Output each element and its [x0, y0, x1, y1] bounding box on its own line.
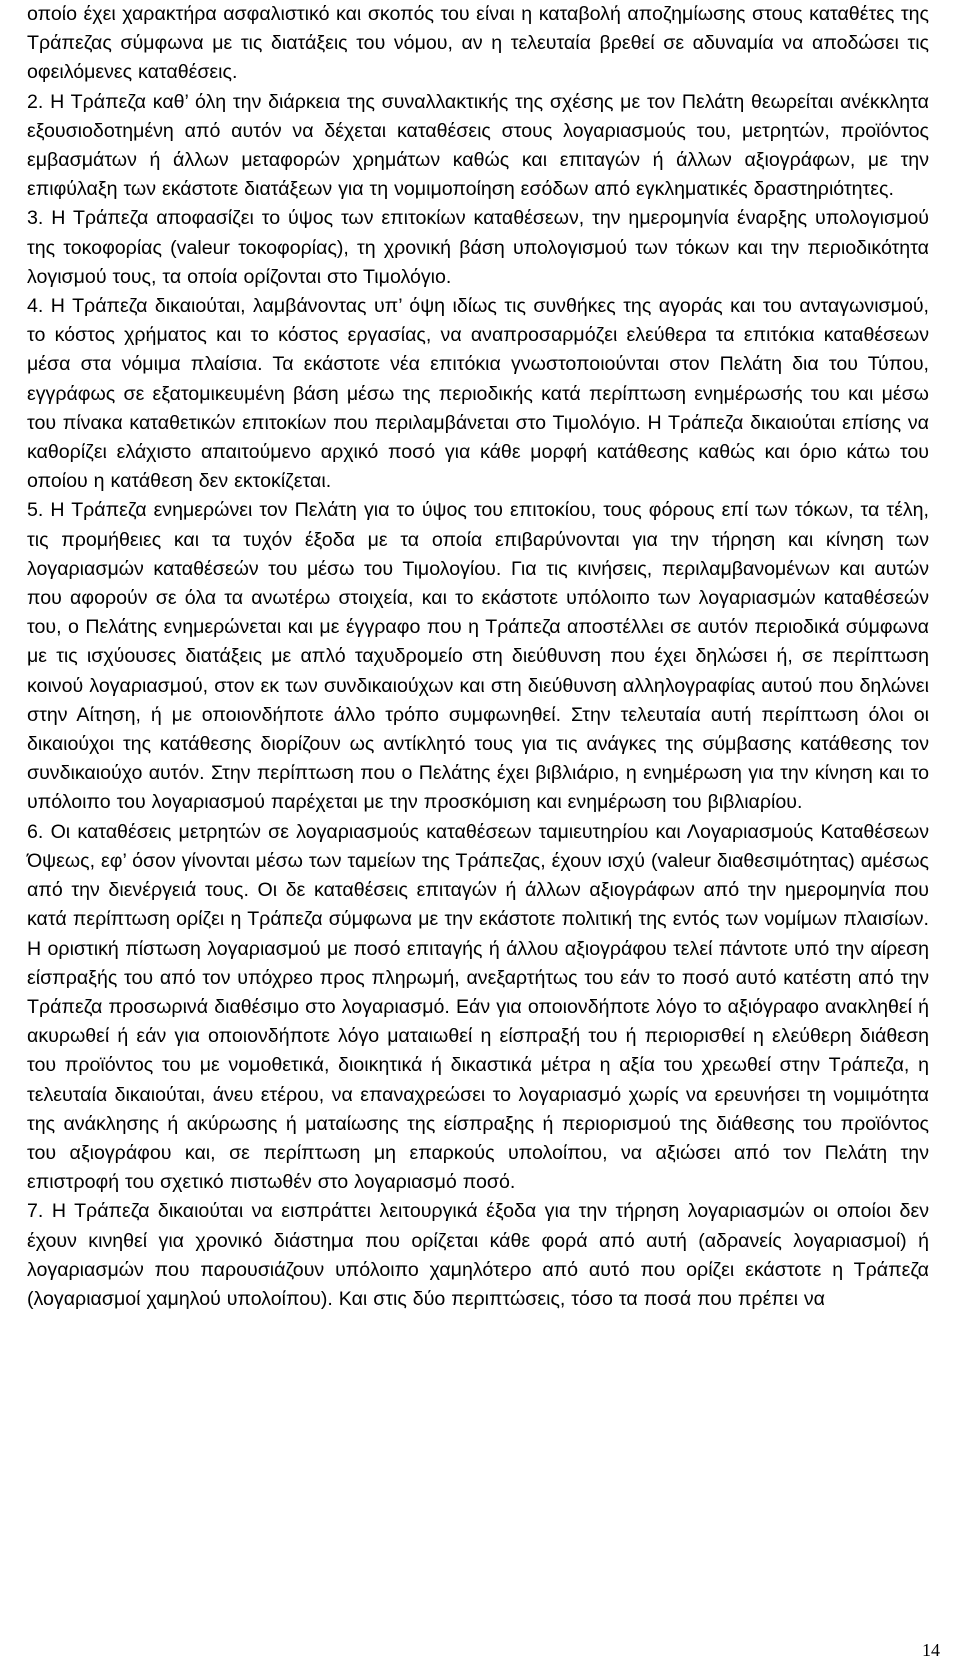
paragraph-3: 3. Η Τράπεζα αποφασίζει το ύψος των επιτοκίων καταθέσεων, την ημερομηνία έναρξης υπολογισμού της τοκοφορίας (valeur τοκοφορίας), τη χρονική βάση υπολογισμού των τόκων και την περιοδικότητα λογισμού τους, τα οποία ορίζονται στο Τιμολόγιο. — [27, 207, 929, 288]
document-body — [27, 0, 929, 1314]
paragraph-4: 4. Η Τράπεζα δικαιούται, λαμβάνοντας υπ’ όψη ιδίως τις συνθήκες της αγοράς και του ανταγωνισμού, το κόστος χρήματος και το κόστος εργασίας, να αναπροσαρμόζει ελεύθερα τα επιτόκια καταθέσεων μέσα στα νόμιμα πλαίσια. Τα εκάστοτε νέα επιτόκια γνωστοποιούνται στον Πελάτη δια του Τύπου, εγγράφως σε εξατομικευμένη βάση μέσω της περιοδικής κατά περίπτωση ενημέρωσής του και μέσω του πίνακα καταθετικών επιτοκίων που περιλαμβάνεται στο Τιμολόγιο. Η Τράπεζα δικαιούται επίσης να καθορίζει ελάχιστο απαιτούμενο αρχικό ποσό για κάθε μορφή κατάθεσης καθώς και όριο κάτω του οποίου η κατάθεση δεν εκτοκίζεται. — [27, 295, 929, 493]
paragraph-continuation: οποίο έχει χαρακτήρα ασφαλιστικό και σκοπός του είναι η καταβολή αποζημίωσης στους καταθέτες της Τράπεζας σύμφωνα με τις διατάξεις του νόμου, αν η τελευταία βρεθεί σε αδυναμία να αποδώσει τις οφειλόμενες καταθέσεις. — [27, 3, 929, 84]
paragraph-5: 5. Η Τράπεζα ενημερώνει τον Πελάτη για το ύψος του επιτοκίου, τους φόρους επί των τόκων, τα τέλη, τις προμήθειες και τα τυχόν έξοδα με τα οποία επιβαρύνονται για την τήρηση και κίνηση των λογαριασμών καταθέσεών του μέσω του Τιμολογίου. Για τις κινήσεις, περιλαμβανομένων και αυτών που αφορούν σε όλα τα ανωτέρω στοιχεία, και το εκάστοτε υπόλοιπο των λογαριασμών καταθέσεών του, ο Πελάτης ενημερώνεται και με έγγραφο που η Τράπεζα αποστέλλει σε αυτόν περιοδικά σύμφωνα με τις ισχύουσες διατάξεις με απλό ταχυδρομείο στη διεύθυνση που έχει δηλώσει ή, σε περίπτωση κοινού λογαριασμού, στον εκ των συνδικαιούχων και στη διεύθυνση αλληλογραφίας αυτού που δηλώνει στην Αίτηση, ή με οποιονδήποτε άλλο τρόπο συμφωνηθεί. Στην τελευταία αυτή περίπτωση όλοι οι δικαιούχοι της κατάθεσης διορίζουν ως αντίκλητό τους για τις ανάγκες της σύμβασης κατάθεσης τον συνδικαιούχο αυτόν. Στην περίπτωση που ο Πελάτης έχει βιβλιάριο, η ενημέρωση για την κίνηση και το υπόλοιπο του λογαριασμού παρέχεται με την προσκόμιση και ενημέρωση του βιβλιαρίου. — [27, 499, 929, 814]
page-number: 14 — [922, 1640, 940, 1660]
paragraph-6: 6. Οι καταθέσεις μετρητών σε λογαριασμούς καταθέσεων ταμιευτηρίου και Λογαριασμούς Καταθέσεων Όψεως, εφ’ όσον γίνονται μέσω των ταμείων της Τράπεζας, έχουν ισχύ (valeur διαθεσιμότητας) αμέσως από την διενέργειά τους. Οι δε καταθέσεις επιταγών ή άλλων αξιογράφων από την ημερομηνία που κατά περίπτωση ορίζει η Τράπεζα σύμφωνα με την εκάστοτε πολιτική της εντός των νομίμων πλαισίων. Η οριστική πίστωση λογαριασμού με ποσό επιταγής ή άλλου αξιογράφου τελεί πάντοτε υπό την αίρεση είσπραξής του από τον υπόχρεο προς πληρωμή, ανεξαρτήτως του εάν το ποσό αυτό κατέστη από την Τράπεζα προσωρινά διαθέσιμο στο λογαριασμό. Εάν για οποιονδήποτε λόγο το αξιόγραφο ανακληθεί ή ακυρωθεί ή εάν για οποιονδήποτε λόγο ματαιωθεί η είσπραξή του ή περιορισθεί η ελεύθερη διάθεση του προϊόντος του με νομοθετικά, διοικητικά ή δικαστικά μέτρα η αξία του χρεωθεί στην Τράπεζα, η τελευταία δικαιούται, άνευ ετέρου, να επαναχρεώσει το λογαριασμό χωρίς να ερευνήσει τη νομιμότητα της ανάκλησης ή ακύρωσης ή ματαίωσης της είσπραξης ή περιορισμού της διάθεσης του προϊόντος του αξιογράφου και, σε περίπτωση μη επαρκούς υπολοίπου, να αξιώσει από τον Πελάτη την επιστροφή του σχετικό πιστωθέν στο λογαριασμό ποσό. — [27, 820, 929, 1194]
paragraph-7: 7. Η Τράπεζα δικαιούται να εισπράττει λειτουργικά έξοδα για την τήρηση λογαριασμών οι οποίοι δεν έχουν κινηθεί για χρονικό διάστημα που ορίζεται κάθε φορά από αυτή (αδρανείς λογαριασμοί) ή λογαριασμών που παρουσιάζουν υπόλοιπο χαμηλότερο από αυτό που ορίζει εκάστοτε η Τράπεζα (λογαριασμοί χαμηλού υπολοίπου). Και στις δύο περιπτώσεις, τόσο τα ποσά που πρέπει να — [27, 1200, 929, 1310]
paragraph-2: 2. Η Τράπεζα καθ’ όλη την διάρκεια της συναλλακτικής της σχέσης με τον Πελάτη θεωρείται ανέκκλητα εξουσιοδοτημένη από αυτόν να δέχεται καταθέσεις στους λογαριασμούς του, μετρητών, προϊόντος εμβασμάτων ή άλλων μεταφορών χρημάτων καθώς και επιταγών ή άλλων αξιογράφων, με την επιφύλαξη των εκάστοτε διατάξεων για τη νομιμοποίηση εσόδων από εγκληματικές δραστηριότητες. — [27, 90, 929, 201]
